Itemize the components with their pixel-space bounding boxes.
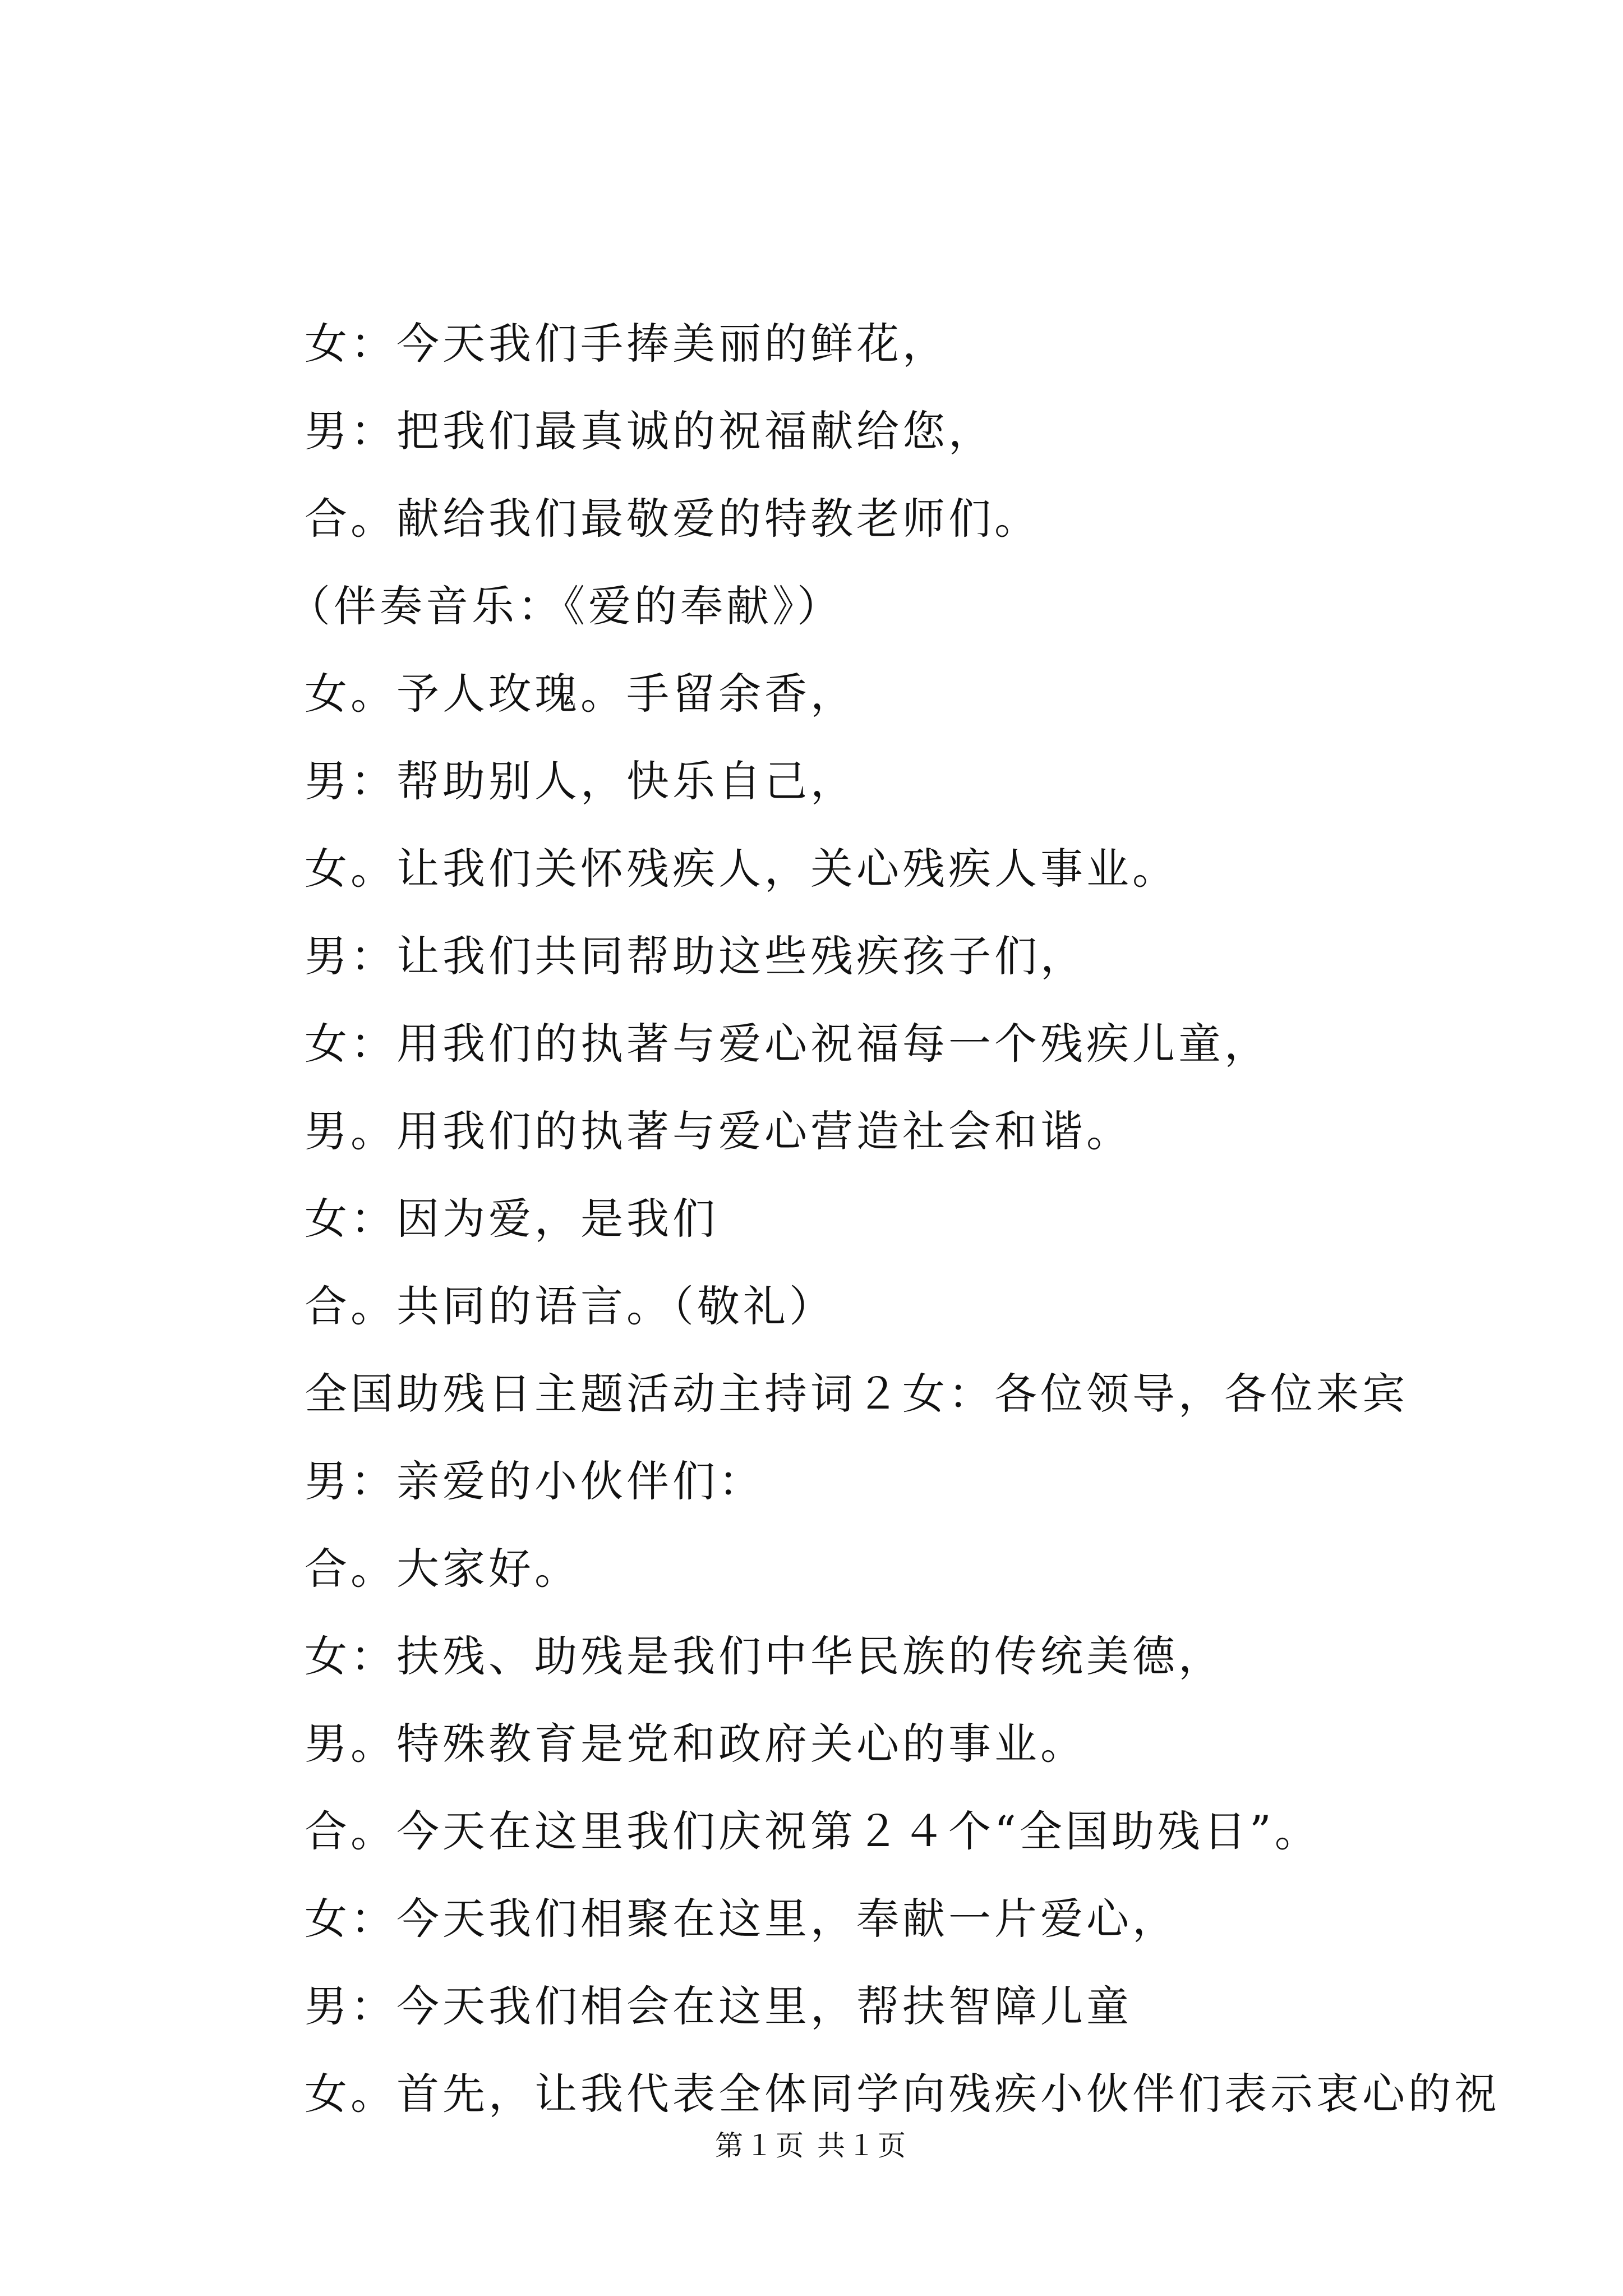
script-line: 女：因为爱，是我们	[305, 1194, 718, 1244]
stage-direction-line: （伴奏音乐：《爱的奉献》）	[288, 581, 843, 631]
script-line: 男。用我们的执著与爱心营造社会和谐。	[305, 1106, 1132, 1156]
script-line: 合。今天在这里我们庆祝第２４个“全国助残日”。	[305, 1806, 1321, 1856]
script-line: 合。共同的语言。（敬礼）	[305, 1281, 835, 1331]
script-line: 合。大家好。	[305, 1544, 580, 1594]
script-line: 女：今天我们相聚在这里，奉献一片爱心，	[305, 1894, 1178, 1944]
script-line: 女：用我们的执著与爱心祝福每一个残疾儿童，	[305, 1019, 1270, 1069]
script-line: 男：帮助别人，快乐自己，	[305, 756, 856, 806]
script-line: 女。首先，让我代表全体同学向残疾小伙伴们表示衷心的祝	[305, 2069, 1500, 2119]
page-footer: 第１页 共１页	[715, 2129, 908, 2162]
section-heading-line: 全国助残日主题活动主持词２女：各位领导，各位来宾	[305, 1369, 1408, 1419]
script-line: 合。献给我们最敬爱的特教老师们。	[305, 494, 1040, 544]
script-text-block	[288, 300, 1500, 2138]
script-line: 女：扶残、助残是我们中华民族的传统美德，	[305, 1631, 1224, 1681]
script-line: 男：亲爱的小伙伴们：	[305, 1456, 764, 1506]
script-line: 女：今天我们手捧美丽的鲜花，	[305, 319, 948, 369]
script-line: 男：让我们共同帮助这些残疾孩子们，	[305, 931, 1086, 981]
script-line: 男：把我们最真诚的祝福献给您，	[305, 406, 994, 456]
script-line: 女。予人玫瑰。手留余香，	[305, 669, 856, 719]
script-line: 男。特殊教育是党和政府关心的事业。	[305, 1719, 1086, 1769]
script-line: 男：今天我们相会在这里，帮扶智障儿童	[305, 1981, 1132, 2031]
script-line: 女。让我们关怀残疾人，关心残疾人事业。	[305, 844, 1178, 894]
